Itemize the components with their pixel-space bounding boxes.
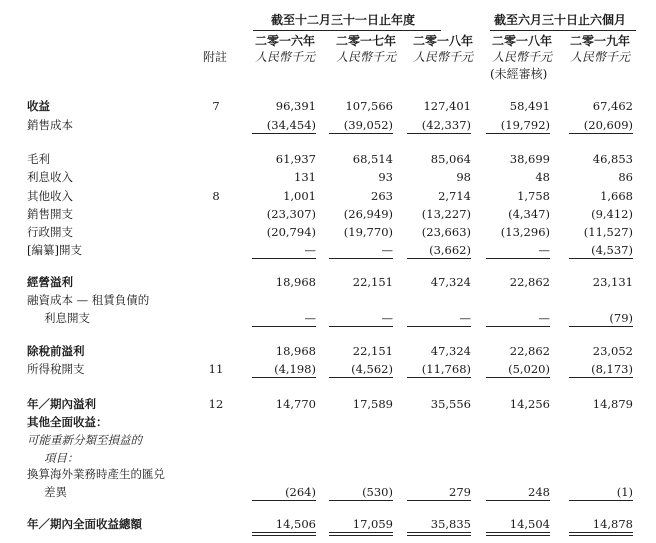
underline-rule xyxy=(252,326,316,327)
double-underline-rule xyxy=(486,535,550,536)
underline-rule xyxy=(407,532,471,533)
cell-value: 1,001 xyxy=(283,189,316,203)
cell-value: — xyxy=(459,311,471,325)
cell-value: — xyxy=(538,243,550,257)
underline-rule xyxy=(407,326,471,327)
cell-value: (13,227) xyxy=(421,207,471,221)
underline-rule xyxy=(486,133,550,134)
cell-value: (4,562) xyxy=(351,362,393,376)
cell-value: (530) xyxy=(362,485,393,499)
header-year-2017: 二零一七年 xyxy=(336,34,397,48)
cell-value: 46,853 xyxy=(592,152,633,166)
cell-value: 263 xyxy=(371,189,393,203)
cell-value: (20,609) xyxy=(583,118,633,132)
row-label: 利息開支 xyxy=(44,311,90,325)
underline-rule xyxy=(486,326,550,327)
cell-value: 14,770 xyxy=(275,397,316,411)
cell-value: (4,537) xyxy=(591,243,633,257)
header-currency-2016: 人民幣千元 xyxy=(255,50,316,64)
cell-value: (26,949) xyxy=(343,207,393,221)
cell-value: (23,663) xyxy=(421,225,471,239)
cell-value: 22,862 xyxy=(509,275,550,289)
underline-rule xyxy=(569,500,633,501)
cell-value: (13,296) xyxy=(500,225,550,239)
cell-value: (4,347) xyxy=(508,207,550,221)
header-fiscal-year-group: 截至十二月三十一日止年度 xyxy=(271,13,416,27)
cell-value: 58,491 xyxy=(509,99,550,113)
underline-rule xyxy=(486,258,550,259)
cell-value: 47,324 xyxy=(430,344,471,358)
cell-value: (23,307) xyxy=(266,207,316,221)
underline-rule xyxy=(252,377,316,378)
row-label: 年／期內全面收益總額 xyxy=(27,517,142,531)
row-label: 其他全面收益： xyxy=(27,415,108,429)
header-year-2019-6m: 二零一九年 xyxy=(570,34,631,48)
underline-rule xyxy=(407,377,471,378)
row-label: 其他收入 xyxy=(27,189,73,203)
row-note: 8 xyxy=(212,189,220,203)
underline-rule xyxy=(252,532,316,533)
cell-value: 48 xyxy=(535,170,550,184)
cell-value: 85,064 xyxy=(430,152,471,166)
underline-rule xyxy=(329,326,393,327)
cell-value: 35,556 xyxy=(430,397,471,411)
underline-rule xyxy=(407,258,471,259)
cell-value: (5,020) xyxy=(508,362,550,376)
cell-value: (9,412) xyxy=(591,207,633,221)
cell-value: 61,937 xyxy=(275,152,316,166)
header-six-month-group: 截至六月三十日止六個月 xyxy=(494,13,627,27)
double-underline-rule xyxy=(569,535,633,536)
cell-value: 22,151 xyxy=(352,344,393,358)
row-label: [編纂]開支 xyxy=(27,243,82,257)
header-currency-2017: 人民幣千元 xyxy=(336,50,397,64)
cell-value: 14,878 xyxy=(592,517,633,531)
header-year-2016: 二零一六年 xyxy=(255,34,316,48)
double-underline-rule xyxy=(329,535,393,536)
cell-value: — xyxy=(304,243,316,257)
cell-value: 67,462 xyxy=(592,99,633,113)
cell-value: 17,589 xyxy=(352,397,393,411)
cell-value: (11,527) xyxy=(583,225,633,239)
double-underline-rule xyxy=(252,535,316,536)
cell-value: 18,968 xyxy=(275,275,316,289)
cell-value: 98 xyxy=(456,170,471,184)
cell-value: (42,337) xyxy=(421,118,471,132)
underline-rule xyxy=(569,532,633,533)
row-note: 12 xyxy=(208,397,224,411)
cell-value: 1,758 xyxy=(517,189,550,203)
header-unaudited: (未經審核) xyxy=(490,67,548,81)
cell-value: 14,256 xyxy=(509,397,550,411)
row-label: 行政開支 xyxy=(27,225,73,239)
header-currency-2018: 人民幣千元 xyxy=(413,50,474,64)
cell-value: (79) xyxy=(609,311,633,325)
cell-value: (1) xyxy=(616,485,633,499)
row-label: 經營溢利 xyxy=(27,275,73,289)
cell-value: (264) xyxy=(285,485,316,499)
underline-rule xyxy=(569,133,633,134)
header-year-2018-6m: 二零一八年 xyxy=(492,34,553,48)
double-underline-rule xyxy=(407,535,471,536)
cell-value: 131 xyxy=(294,170,316,184)
row-note: 7 xyxy=(212,99,220,113)
underline-rule xyxy=(252,500,316,501)
underline-rule xyxy=(329,377,393,378)
cell-value: (11,768) xyxy=(421,362,471,376)
underline-rule xyxy=(569,377,633,378)
cell-value: 107,566 xyxy=(345,99,393,113)
underline-rule xyxy=(252,258,316,259)
row-label: 利息收入 xyxy=(27,170,73,184)
cell-value: 35,835 xyxy=(430,517,471,531)
row-label: 差異 xyxy=(44,485,67,499)
cell-value: 127,401 xyxy=(423,99,471,113)
underline-rule xyxy=(329,258,393,259)
cell-value: (39,052) xyxy=(343,118,393,132)
underline-rule xyxy=(569,326,633,327)
cell-value: 18,968 xyxy=(275,344,316,358)
cell-value: (4,198) xyxy=(274,362,316,376)
cell-value: 248 xyxy=(528,485,550,499)
cell-value: 93 xyxy=(378,170,393,184)
row-label: 銷售成本 xyxy=(27,118,73,132)
cell-value: 68,514 xyxy=(352,152,393,166)
underline-rule xyxy=(407,133,471,134)
cell-value: 1,668 xyxy=(600,189,633,203)
row-note: 11 xyxy=(208,362,224,376)
row-label: 項目： xyxy=(44,451,79,465)
underline-rule xyxy=(329,532,393,533)
cell-value: 2,714 xyxy=(438,189,471,203)
underline-rule xyxy=(329,500,393,501)
cell-value: — xyxy=(381,311,393,325)
cell-value: 14,504 xyxy=(509,517,550,531)
cell-value: 38,699 xyxy=(509,152,550,166)
underline-rule xyxy=(407,500,471,501)
header-year-2018: 二零一八年 xyxy=(413,34,474,48)
cell-value: (19,792) xyxy=(500,118,550,132)
row-label: 換算海外業務時產生的匯兑 xyxy=(27,467,165,481)
cell-value: 23,052 xyxy=(592,344,633,358)
underline-rule xyxy=(569,258,633,259)
cell-value: 14,506 xyxy=(275,517,316,531)
cell-value: 22,151 xyxy=(352,275,393,289)
row-label: 融資成本 — 租賃負債的 xyxy=(27,293,150,307)
cell-value: (34,454) xyxy=(266,118,316,132)
underline-rule xyxy=(486,377,550,378)
header-fiscal-year-rule xyxy=(253,30,441,31)
header-currency-2018-6m: 人民幣千元 xyxy=(492,50,553,64)
cell-value: (20,794) xyxy=(266,225,316,239)
cell-value: 279 xyxy=(449,485,471,499)
row-label: 除稅前溢利 xyxy=(27,344,85,358)
row-label: 年／期內溢利 xyxy=(27,397,96,411)
underline-rule xyxy=(486,500,550,501)
underline-rule xyxy=(329,133,393,134)
cell-value: — xyxy=(538,311,550,325)
cell-value: 96,391 xyxy=(275,99,316,113)
cell-value: 17,059 xyxy=(352,517,393,531)
header-currency-2019-6m: 人民幣千元 xyxy=(570,50,631,64)
cell-value: 86 xyxy=(618,170,633,184)
cell-value: 22,862 xyxy=(509,344,550,358)
underline-rule xyxy=(252,133,316,134)
cell-value: (3,662) xyxy=(429,243,471,257)
cell-value: (8,173) xyxy=(591,362,633,376)
cell-value: — xyxy=(381,243,393,257)
cell-value: 14,879 xyxy=(592,397,633,411)
row-label: 可能重新分類至損益的 xyxy=(27,433,142,447)
cell-value: 23,131 xyxy=(592,275,633,289)
row-label: 所得稅開支 xyxy=(27,362,85,376)
row-label: 銷售開支 xyxy=(27,207,73,221)
row-label: 毛利 xyxy=(27,152,50,166)
header-note: 附註 xyxy=(203,50,228,64)
header-six-month-rule xyxy=(490,30,636,31)
row-label: 收益 xyxy=(27,99,50,113)
cell-value: (19,770) xyxy=(343,225,393,239)
underline-rule xyxy=(486,532,550,533)
cell-value: — xyxy=(304,311,316,325)
cell-value: 47,324 xyxy=(430,275,471,289)
